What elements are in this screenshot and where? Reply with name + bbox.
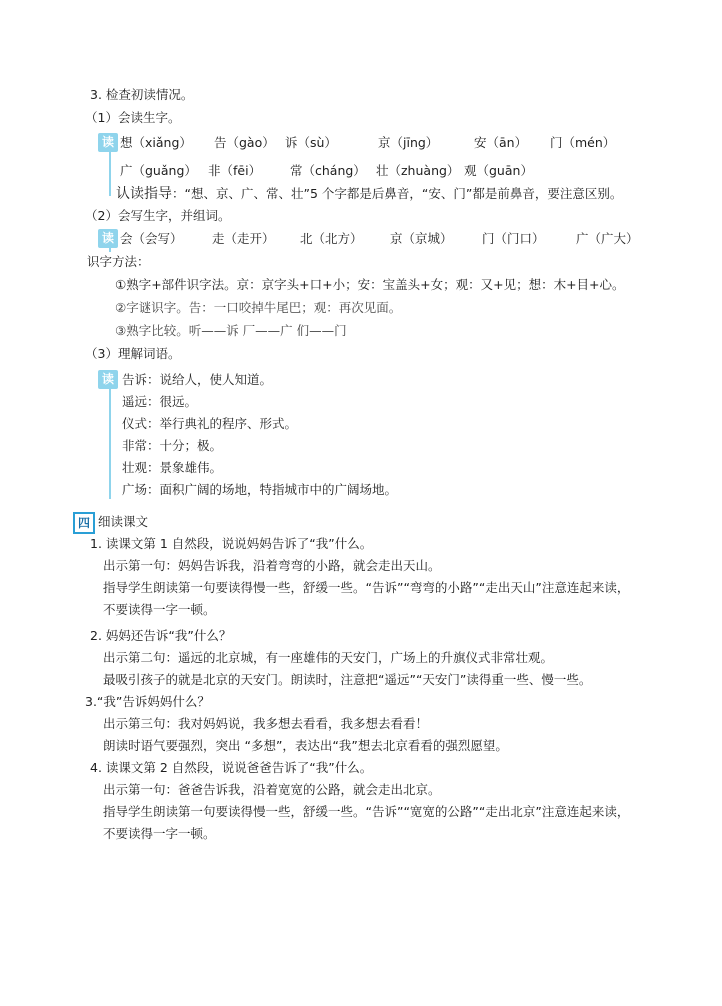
block-rule [109,373,111,499]
reading-guide [116,185,622,203]
body-line: 不要读得一字一顿。 [103,602,216,617]
vocabulary-item: 广场：面积广阔的场地，特指城市中的广阔场地。 [122,482,398,497]
question-line: 1. 读课文第 1 自然段，说说妈妈告诉了“我”什么。 [90,536,373,551]
du-badge-icon: 读 [98,229,118,248]
character-word: 走（走开） [212,231,275,246]
vocabulary-item: 非常：十分；极。 [122,438,223,453]
subheading-write-characters: （2）会写生字，并组词。 [85,208,231,223]
section-title: 细读课文 [98,514,149,529]
vocabulary-item: 壮观：景象雄伟。 [122,460,223,475]
body-line: 不要读得一字一顿。 [103,826,216,841]
character-word: 门（门口） [482,231,545,246]
section-number-icon: 四 [73,512,95,534]
body-line: 指导学生朗读第一句要读得慢一些，舒缓一些。“告诉”“宽宽的公路”“走出北京”注意连起来读， [103,804,630,819]
character-pinyin: 壮（zhuàng） [376,163,460,178]
body-line: 出示第一句：爸爸告诉我，沿着宽宽的公路，就会走出北京。 [103,782,441,797]
character-pinyin: 京（jīng） [378,135,439,150]
du-badge-icon: 读 [98,133,118,152]
section3-heading: 3. 检查初读情况。 [90,87,194,102]
character-pinyin: 想（xiǎng） [120,135,192,150]
reading-guide-text: ：“想、京、广、常、壮”5 个字都是后鼻音，“安、门”都是前鼻音，要注意区别。 [172,186,623,201]
character-pinyin: 诉（sù） [285,135,337,150]
subheading-read-characters: （1）会读生字。 [85,110,181,125]
question-line: 2. 妈妈还告诉“我”什么？ [90,628,232,643]
question-line: 3.“我”告诉妈妈什么？ [85,694,210,709]
question-line: 4. 读课文第 2 自然段，说说爸爸告诉了“我”什么。 [90,760,373,775]
character-pinyin: 观（guān） [464,163,533,178]
body-line: 出示第三句：我对妈妈说，我多想去看看，我多想去看看！ [103,716,429,731]
character-word: 京（京城） [390,231,453,246]
method-item: ②字谜识字。告：一口咬掉牛尾巴；观：再次见面。 [115,300,402,315]
character-word: 北（北方） [300,231,363,246]
body-line: 最吸引孩子的就是北京的天安门。朗读时，注意把“遥远”“天安门”读得重一些、慢一些。 [103,672,592,687]
du-badge-icon: 读 [98,370,118,389]
body-line: 出示第一句：妈妈告诉我，沿着弯弯的小路，就会走出天山。 [103,558,441,573]
character-word: 会（会写） [120,231,183,246]
character-word: 广（广大） [576,231,639,246]
character-pinyin: 门（mén） [550,135,616,150]
character-pinyin: 非（fēi） [208,163,262,178]
body-line: 朗读时语气要强烈，突出 “多想”，表达出“我”想去北京看看的强烈愿望。 [103,738,508,753]
character-pinyin: 安（ān） [474,135,528,150]
method-item: ③熟字比较。听——诉 厂——广 们——门 [115,323,347,338]
subheading-vocabulary: （3）理解词语。 [85,346,181,361]
character-pinyin: 广（guǎng） [120,163,197,178]
method-item: ①熟字+部件识字法。京：京字头+口+小；安：宝盖头+女；观：又+见；想：木+目+心。 [115,277,625,292]
character-pinyin: 常（cháng） [290,163,366,178]
vocabulary-item: 告诉：说给人，使人知道。 [122,372,273,387]
character-pinyin: 告（gào） [214,135,275,150]
body-line: 出示第二句：遥远的北京城，有一座雄伟的天安门，广场上的升旗仪式非常壮观。 [103,650,554,665]
methods-title: 识字方法： [87,254,150,269]
vocabulary-item: 遥远：很远。 [122,394,198,409]
vocabulary-item: 仪式：举行典礼的程序、形式。 [122,416,298,431]
body-line: 指导学生朗读第一句要读得慢一些，舒缓一些。“告诉”“弯弯的小路”“走出天山”注意连起来读， [103,580,630,595]
reading-guide-label: 认读指导 [116,186,172,202]
